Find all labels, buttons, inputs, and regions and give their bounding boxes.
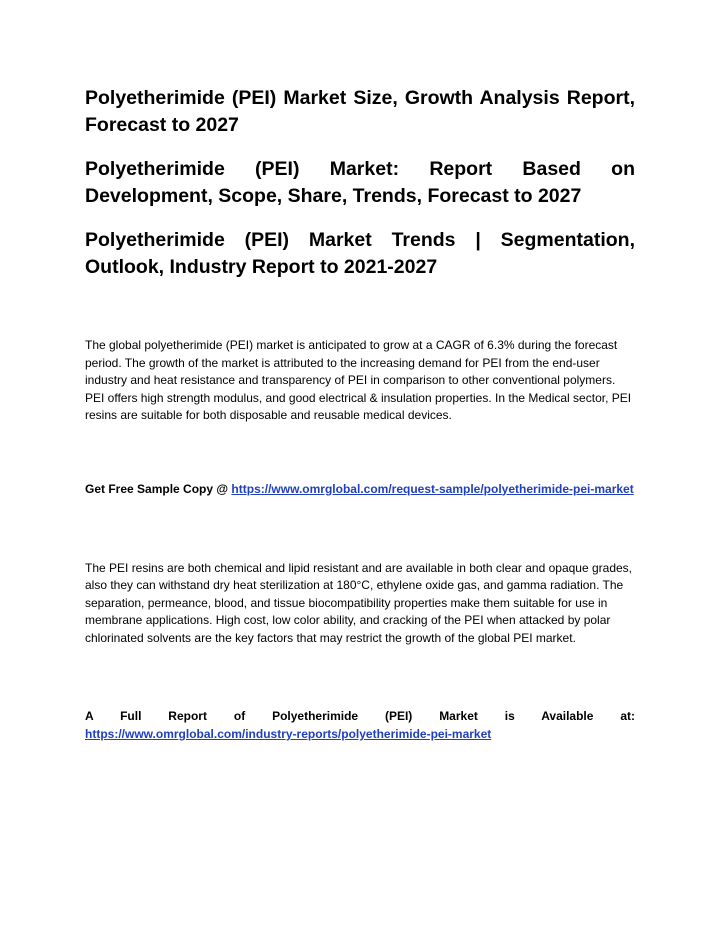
- heading-1: Polyetherimide (PEI) Market Size, Growth Analysis Report, Forecast to 2027: [85, 87, 635, 136]
- document-content: [85, 85, 635, 743]
- full-report-line: [85, 707, 635, 743]
- heading-3: Polyetherimide (PEI) Market Trends | Segmentation, Outlook, Industry Report to 2021-2027: [85, 229, 635, 278]
- sample-copy-line: [85, 477, 635, 502]
- details-paragraph: The PEI resins are both chemical and lipid resistant and are available in both clear and opaque grades, also they can withstand dry heat sterilization at 180°C, ethylene oxide gas, and gamma radiation. The separation, permeance, blood, and tissue biocompatibility properties make them suitable for use in membrane applications. High cost, low color ability, and cracking of the PEI when attacked by polar chlorinated solvents are the key factors that may restrict the growth of the global PEI market.: [85, 560, 633, 645]
- spacer: [85, 502, 635, 560]
- full-report-link[interactable]: https://www.omrglobal.com/industry-reports/polyetherimide-pei-market: [85, 727, 492, 741]
- spacer: [85, 647, 635, 707]
- sample-copy-link[interactable]: https://www.omrglobal.com/request-sample/polyetherimide-pei-market: [231, 481, 634, 496]
- full-report-label: A Full Report of Polyetherimide (PEI) Market is Available at:: [85, 709, 635, 723]
- sample-copy-label: Get Free Sample Copy @: [85, 481, 229, 496]
- heading-2: Polyetherimide (PEI) Market: Report Based on Development, Scope, Share, Trends, Forecast to 2027: [85, 158, 635, 207]
- intro-paragraph: The global polyetherimide (PEI) market is anticipated to grow at a CAGR of 6.3% during the forecast period. The growth of the market is attributed to the increasing demand for PEI from the end-user industry and heat resistance and transparency of PEI in comparison to other conventional polymers. PEI offers high strength modulus, and good electrical & insulation properties. In the Medical sector, PEI resins are suitable for both disposable and reusable medical devices.: [85, 338, 632, 422]
